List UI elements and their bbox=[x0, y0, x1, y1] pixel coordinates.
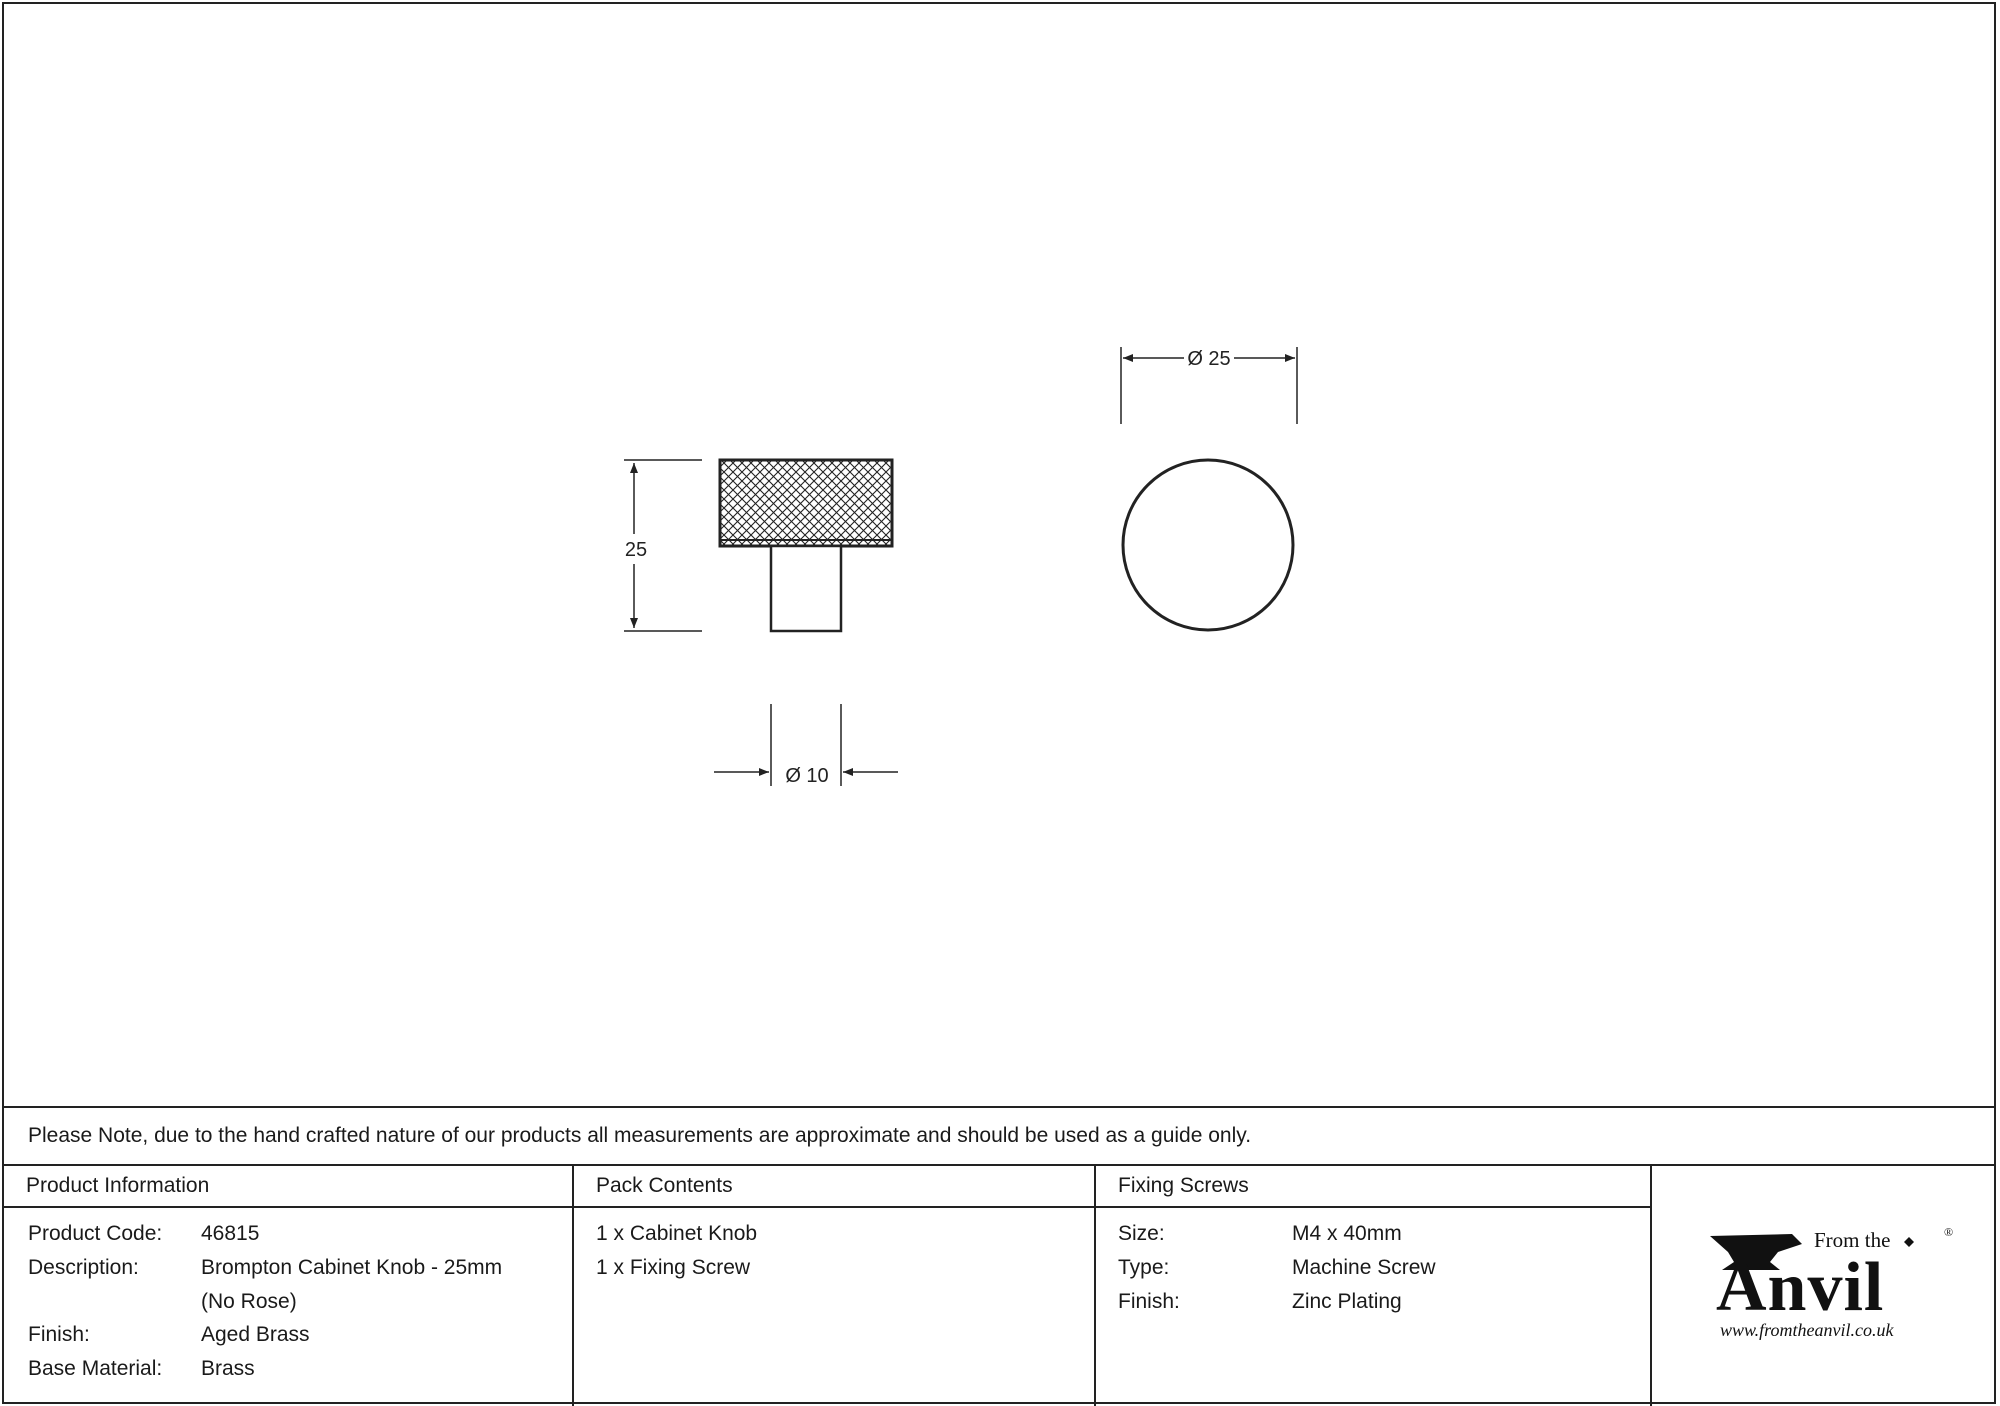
description-value-line2: (No Rose) bbox=[201, 1290, 297, 1313]
base-material-label: Base Material: bbox=[28, 1357, 163, 1380]
product-info-panel bbox=[4, 1166, 572, 1406]
brand-url: www.fromtheanvil.co.uk bbox=[1720, 1320, 1894, 1340]
head-diameter-dimension bbox=[1121, 347, 1297, 424]
product-info-header bbox=[4, 1166, 572, 1208]
from-the-anvil-logo bbox=[1652, 1166, 1994, 1404]
brand-from-the: From the bbox=[1814, 1228, 1891, 1252]
screw-size-value: M4 x 40mm bbox=[1292, 1222, 1402, 1245]
disclaimer-text: Please Note, due to the hand crafted nature of our products all measurements are approximate and should be used as a guide only. bbox=[28, 1124, 1252, 1147]
pack-contents-title: Pack Contents bbox=[596, 1174, 733, 1197]
fixing-screws-panel bbox=[1096, 1166, 1650, 1406]
disclaimer-note bbox=[4, 1106, 1994, 1166]
product-code-value: 46815 bbox=[201, 1222, 260, 1245]
height-dimension bbox=[624, 460, 702, 631]
base-material-value: Brass bbox=[201, 1357, 255, 1380]
knob-front-view bbox=[1123, 460, 1293, 630]
fixing-screws-header bbox=[1096, 1166, 1650, 1208]
pack-contents-panel bbox=[574, 1166, 1094, 1406]
knob-shank-side-view bbox=[771, 546, 841, 631]
screw-finish-value: Zinc Plating bbox=[1292, 1290, 1402, 1313]
description-value: Brompton Cabinet Knob - 25mm bbox=[201, 1256, 503, 1279]
finish-label: Finish: bbox=[28, 1323, 90, 1346]
knob-head-side-view bbox=[720, 460, 892, 546]
brand-registered-mark: ® bbox=[1944, 1225, 1954, 1239]
brand-anvil: Anvil bbox=[1716, 1249, 1885, 1326]
product-info-title: Product Information bbox=[26, 1174, 210, 1197]
screw-size-label: Size: bbox=[1118, 1222, 1165, 1245]
technical-drawing bbox=[4, 4, 1998, 1106]
description-label: Description: bbox=[28, 1256, 139, 1279]
diamond-icon bbox=[1904, 1237, 1914, 1247]
shank-diameter-dimension bbox=[714, 704, 898, 787]
finish-value: Aged Brass bbox=[201, 1323, 310, 1346]
pack-item: 1 x Fixing Screw bbox=[596, 1256, 751, 1279]
product-code-label: Product Code: bbox=[28, 1222, 163, 1245]
height-dimension-label: 25 bbox=[624, 539, 648, 561]
screw-type-label: Type: bbox=[1118, 1256, 1170, 1279]
pack-contents-header bbox=[574, 1166, 1094, 1208]
drawing-sheet bbox=[2, 2, 1996, 1404]
head-diameter-label: Ø 25 bbox=[1187, 348, 1231, 370]
pack-item: 1 x Cabinet Knob bbox=[596, 1222, 758, 1245]
fixing-screws-title: Fixing Screws bbox=[1118, 1174, 1249, 1197]
shank-diameter-label: Ø 10 bbox=[785, 765, 829, 787]
screw-type-value: Machine Screw bbox=[1292, 1256, 1436, 1279]
screw-finish-label: Finish: bbox=[1118, 1290, 1180, 1313]
